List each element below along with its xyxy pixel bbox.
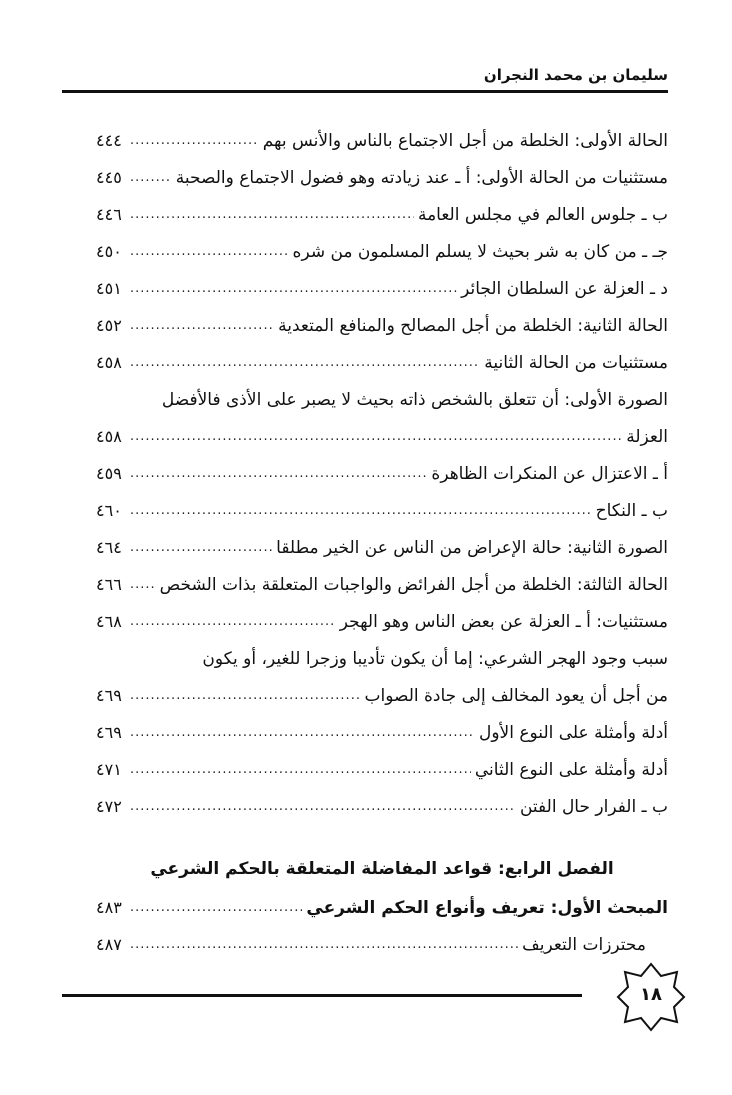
toc-entry-text: المبحث الأول: تعريف وأنواع الحكم الشرعي [306,897,668,918]
toc-entry [96,344,668,381]
toc-entry-text: مستثنيات من الحالة الأولى: أ ـ عند زيادته وهو فضول الاجتماع والصحبة [175,167,668,188]
leader-dots [130,614,336,629]
toc-entry [96,751,668,788]
footer-rule [62,994,582,997]
toc-entry-page: ٤٦٩ [96,723,122,742]
toc-entry [96,926,668,963]
toc-entry [96,307,668,344]
toc-entry-page: ٤٦٨ [96,612,122,631]
toc-entry-text: الحالة الثالثة: الخلطة من أجل الفرائض والواجبات المتعلقة بذات الشخص [159,574,668,595]
toc-entry [96,455,668,492]
toc-entry-page: ٤٧٢ [96,797,122,816]
toc-entry-page: ٤٧١ [96,760,122,779]
toc-entry-text: مستثنيات من الحالة الثانية [484,352,668,373]
table-of-contents [96,122,668,963]
toc-entry-page: ٤٦٩ [96,686,122,705]
leader-dots [130,688,360,703]
toc-entry-text: أ ـ الاعتزال عن المنكرات الظاهرة [431,463,668,484]
toc-entry-text: العزلة [626,426,668,447]
toc-entry-page: ٤٨٣ [96,898,122,917]
leader-dots [130,937,518,952]
leader-dots [130,762,471,777]
toc-entry [96,640,668,677]
toc-entry-page: ٤٤٦ [96,205,122,224]
toc-entry-text: الحالة الأولى: الخلطة من أجل الاجتماع بالناس والأنس بهم [262,130,668,151]
toc-entry-text: ب ـ جلوس العالم في مجلس العامة [417,204,668,225]
toc-entry [96,714,668,751]
leader-dots [130,725,475,740]
leader-dots [130,466,427,481]
toc-entry [96,566,668,603]
toc-entry-text: من أجل أن يعود المخالف إلى جادة الصواب [364,685,668,706]
toc-entry-text: سبب وجود الهجر الشرعي: إما أن يكون تأديبا وزجرا للغير، أو يكون [202,648,668,669]
toc-entry-text: د ـ العزلة عن السلطان الجائر [461,278,668,299]
toc-entry [96,677,668,714]
header-rule [62,90,668,93]
toc-entry [96,603,668,640]
toc-entry-page: ٤٥٢ [96,316,122,335]
toc-entry-page: ٤٥١ [96,279,122,298]
toc-entry-page: ٤٥٠ [96,242,122,261]
toc-entry-text: الصورة الثانية: حالة الإعراض من الناس عن الخير مطلقا [276,537,668,558]
toc-entry [96,270,668,307]
toc-entry [96,122,668,159]
page-number: ١٨ [640,984,662,1005]
leader-dots [130,281,457,296]
toc-entry [96,889,668,926]
leader-dots [130,244,289,259]
toc-entry-text: أدلة وأمثلة على النوع الأول [479,722,668,743]
toc-entry-text: الصورة الأولى: أن تتعلق بالشخص ذاته بحيث لا يصبر على الأذى فالأفضل [161,389,668,410]
toc-entry [96,381,668,418]
toc-entry-page: ٤٦٤ [96,538,122,557]
toc-entry-text: ب ـ النكاح [595,500,668,521]
toc-entry [96,418,668,455]
leader-dots [130,355,480,370]
leader-dots [130,540,272,555]
leader-dots [130,577,156,592]
leader-dots [130,503,592,518]
toc-entry-page: ٤٨٧ [96,935,122,954]
toc-entry [96,529,668,566]
toc-entry-page: ٤٥٩ [96,464,122,483]
leader-dots [130,799,516,814]
toc-entry-text: محترزات التعريف [522,934,646,955]
toc-entry [96,492,668,529]
chapter-heading: الفصل الرابع: قواعد المفاضلة المتعلقة بالحكم الشرعي [150,859,614,879]
toc-entry-text: الحالة الثانية: الخلطة من أجل المصالح والمنافع المتعدية [278,315,668,336]
toc-entry [96,159,668,196]
toc-entry [96,233,668,270]
leader-dots [130,207,414,222]
toc-entry-page: ٤٦٠ [96,501,122,520]
leader-dots [130,133,259,148]
toc-entry-page: ٤٥٨ [96,353,122,372]
author-name: سليمان بن محمد النجران [483,66,668,84]
toc-entry-page: ٤٥٨ [96,427,122,446]
toc-entry-page: ٤٤٥ [96,168,122,187]
toc-entry [96,788,668,825]
toc-entry-page: ٤٦٦ [96,575,122,594]
toc-entry [96,196,668,233]
leader-dots [130,429,622,444]
leader-dots [130,900,302,915]
leader-dots [130,318,274,333]
leader-dots [130,170,172,185]
page-footer [62,962,668,1042]
toc-entry-page: ٤٤٤ [96,131,122,150]
toc-entry-text: مستثنيات: أ ـ العزلة عن بعض الناس وهو الهجر [339,611,668,632]
toc-entry-text: ب ـ الفرار حال الفتن [519,796,668,817]
toc-entry-text: أدلة وأمثلة على النوع الثاني [474,759,668,780]
toc-entry-text: جـ ـ من كان به شر بحيث لا يسلم المسلمون من شره [292,241,668,262]
running-header [62,66,668,93]
